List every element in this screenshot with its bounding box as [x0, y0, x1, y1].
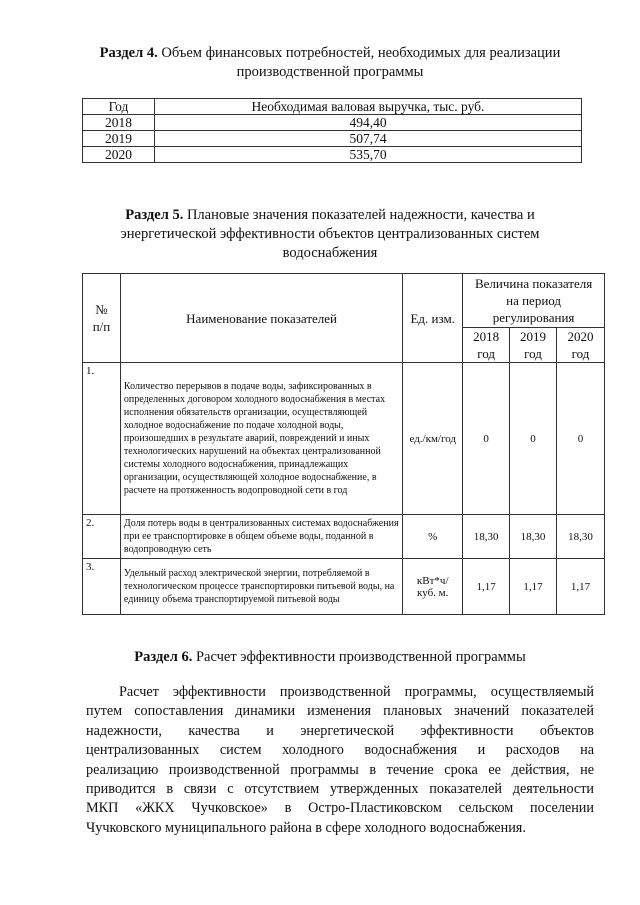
- section4-title-line2: производственной программы: [236, 64, 424, 80]
- col-value-header-line2: на период: [506, 293, 562, 308]
- paragraph-line: централизованных систем холодного водоснабжения и расходов на: [86, 742, 594, 759]
- indicator-name: Удельный расход электрической энергии, потребляемой в технологическом процессе транспортировки питьевой воды, на единицу объема транспортируемой питьевой воды: [120, 559, 402, 615]
- table-row: [83, 515, 605, 559]
- row-number: 2.: [83, 515, 121, 559]
- paragraph-line: МКП «ЖКХ Чучковское» в Остро-Пластиковском сельском поселении: [86, 800, 594, 817]
- section6-heading: [70, 648, 590, 667]
- table-row: [83, 363, 605, 515]
- year-cell: 2020: [83, 147, 155, 163]
- indicator-unit: [403, 559, 463, 615]
- year-number: 2019: [520, 329, 547, 344]
- col-value-header-line3: регулирования: [492, 310, 575, 325]
- col-value-header: [463, 274, 605, 328]
- indicator-unit: ед./км/год: [403, 363, 463, 515]
- year-cell: 2018: [83, 115, 155, 131]
- value-2020: 0: [557, 363, 605, 515]
- col-num-header-line1: №: [95, 302, 108, 317]
- col-value-header-line1: Величина показателя: [474, 276, 593, 291]
- col-unit-header: Ед. изм.: [403, 274, 463, 363]
- table-header-row: [83, 274, 605, 328]
- table-header-row: [83, 99, 582, 115]
- indicator-unit: %: [403, 515, 463, 559]
- year-header-2018: [463, 328, 510, 363]
- value-2018: 18,30: [463, 515, 510, 559]
- value-2020: 1,17: [557, 559, 605, 615]
- paragraph-line: Расчет эффективности производственной программы, осуществляемый: [119, 684, 594, 700]
- year-number: 2018: [473, 329, 500, 344]
- paragraph-line: Чучковского муниципального района в сфере холодного водоснабжения.: [86, 819, 526, 836]
- col-num-header: [83, 274, 121, 363]
- year-word: год: [524, 346, 542, 361]
- paragraph-line: приводится в связи с отсутствием утвержденных показателей деятельности: [86, 781, 594, 798]
- unit-line1: кВт*ч/: [416, 574, 449, 587]
- table-row: [83, 559, 605, 615]
- revenue-cell: 535,70: [155, 147, 582, 163]
- revenue-cell: 507,74: [155, 131, 582, 147]
- indicator-name: Доля потерь воды в централизованных системах водоснабжения при ее транспортировке в общем объеме воды, поданной в водопроводную сеть: [120, 515, 402, 559]
- section5-title-line2: энергетической эффективности объектов централизованных систем: [120, 226, 540, 242]
- indicators-table: [82, 273, 605, 615]
- year-word: год: [571, 346, 590, 361]
- section5-label: Раздел 5.: [125, 207, 184, 223]
- row-number: 3.: [83, 559, 121, 615]
- section4-title-line1: Объем финансовых потребностей, необходимых для реализации: [161, 45, 561, 61]
- value-2020: 18,30: [557, 515, 605, 559]
- table-row: [83, 131, 582, 147]
- paragraph-line: путем сопоставления динамики изменения плановых значений показателей: [86, 703, 594, 720]
- value-2018: 0: [463, 363, 510, 515]
- value-2018: 1,17: [463, 559, 510, 615]
- year-header-2020: [557, 328, 605, 363]
- col-revenue-header: Необходимая валовая выручка, тыс. руб.: [155, 99, 582, 115]
- paragraph-line: реализацию производственной программы в течение срока ее действия, не: [86, 761, 594, 778]
- year-number: 2020: [567, 329, 594, 344]
- table-row: [83, 115, 582, 131]
- col-name-header: Наименование показателей: [120, 274, 402, 363]
- row-number: 1.: [83, 363, 121, 515]
- unit-line2: куб. м.: [417, 586, 449, 599]
- value-2019: 18,30: [510, 515, 557, 559]
- section5-title-line1: Плановые значения показателей надежности, качества и: [186, 207, 535, 223]
- revenue-table: [82, 98, 582, 163]
- year-cell: 2019: [83, 131, 155, 147]
- col-year-header: Год: [83, 99, 155, 115]
- section6-title: Расчет эффективности производственной программы: [195, 649, 526, 665]
- section4-heading: [70, 44, 590, 82]
- col-num-header-line2: п/п: [92, 319, 111, 334]
- value-2019: 1,17: [510, 559, 557, 615]
- revenue-cell: 494,40: [155, 115, 582, 131]
- table-row: [83, 147, 582, 163]
- paragraph-line: надежности, качества и энергетической эффективности объектов: [86, 722, 594, 739]
- year-header-2019: [510, 328, 557, 363]
- section5-title-line3: водоснабжения: [282, 245, 378, 261]
- indicator-name: Количество перерывов в подаче воды, зафиксированных в определенных договором холодного водоснабжения в местах исполнения обязательств организации, осуществляющей холодное водоснабжение по подаче холодной воды, произошедших в результате аварий, повреждений и иных технологических нарушений на объектах централизованной системы холодного водоснабжения, принадлежащих организации, осуществляющей холодное водоснабжение, в расчете на протяженность водопроводной сети в год: [120, 363, 402, 515]
- section4-label: Раздел 4.: [99, 45, 158, 61]
- section5-heading: [70, 206, 590, 263]
- value-2019: 0: [510, 363, 557, 515]
- section6-paragraph: [86, 683, 594, 838]
- section6-label: Раздел 6.: [134, 649, 193, 665]
- year-word: год: [477, 346, 495, 361]
